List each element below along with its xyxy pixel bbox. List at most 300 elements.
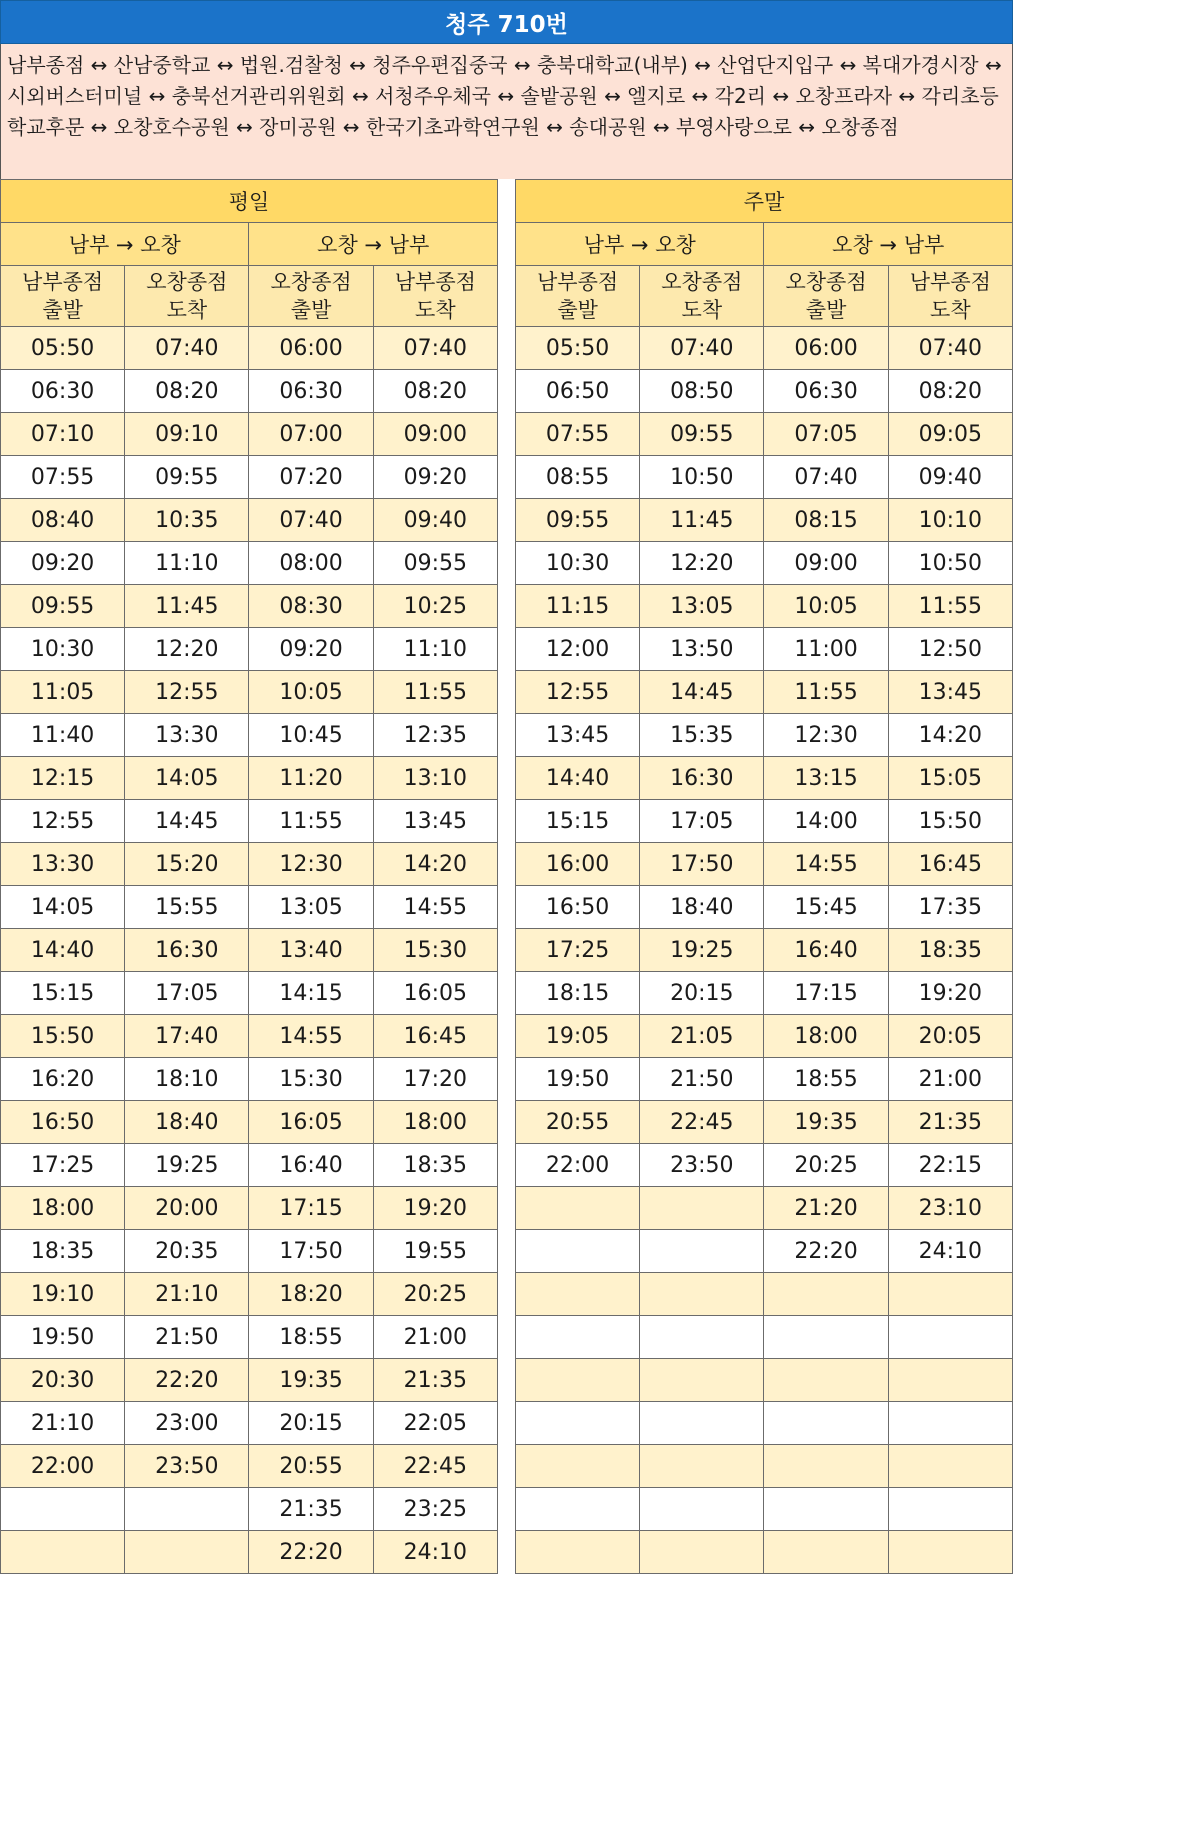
time-cell: 11:05: [1, 671, 125, 714]
time-cell: 18:00: [373, 1101, 497, 1144]
table-row: [1, 542, 1013, 585]
table-row: [1, 886, 1013, 929]
time-cell: 10:45: [249, 714, 373, 757]
column-gap: [497, 542, 515, 585]
time-cell: 19:25: [125, 1144, 249, 1187]
time-cell: 14:45: [125, 800, 249, 843]
time-cell: 09:05: [888, 413, 1012, 456]
column-gap: [497, 1015, 515, 1058]
time-cell: [125, 1488, 249, 1531]
time-cell: [515, 1488, 639, 1531]
time-cell: 09:55: [515, 499, 639, 542]
table-row: [1, 843, 1013, 886]
time-cell: [888, 1531, 1012, 1574]
time-cell: 06:00: [249, 327, 373, 370]
time-cell: 11:20: [249, 757, 373, 800]
column-gap: [497, 1144, 515, 1187]
column-gap: [497, 800, 515, 843]
time-cell: 18:00: [1, 1187, 125, 1230]
time-cell: 12:50: [888, 628, 1012, 671]
time-cell: 15:15: [515, 800, 639, 843]
table-row: [1, 1402, 1013, 1445]
time-cell: 08:40: [1, 499, 125, 542]
table-row: [1, 1187, 1013, 1230]
time-cell: 11:55: [888, 585, 1012, 628]
time-cell: 12:55: [1, 800, 125, 843]
time-cell: [515, 1359, 639, 1402]
time-cell: 19:20: [373, 1187, 497, 1230]
time-cell: 21:35: [888, 1101, 1012, 1144]
time-cell: 13:05: [640, 585, 764, 628]
time-cell: [640, 1402, 764, 1445]
time-cell: 14:55: [373, 886, 497, 929]
time-cell: 16:40: [764, 929, 888, 972]
table-row: [1, 1101, 1013, 1144]
time-cell: [640, 1273, 764, 1316]
column-gap: [497, 180, 515, 327]
time-cell: 09:20: [1, 542, 125, 585]
time-cell: 19:50: [1, 1316, 125, 1359]
column-gap: [497, 929, 515, 972]
time-cell: 18:40: [125, 1101, 249, 1144]
time-cell: 14:40: [515, 757, 639, 800]
time-cell: 10:05: [764, 585, 888, 628]
time-cell: 19:25: [640, 929, 764, 972]
time-cell: 19:35: [764, 1101, 888, 1144]
time-cell: 18:10: [125, 1058, 249, 1101]
column-header: 남부종점 도착: [888, 266, 1012, 327]
time-cell: 21:10: [125, 1273, 249, 1316]
time-cell: [640, 1230, 764, 1273]
time-cell: [888, 1359, 1012, 1402]
table-row: [1, 499, 1013, 542]
time-cell: 21:20: [764, 1187, 888, 1230]
time-cell: 15:50: [1, 1015, 125, 1058]
time-cell: 08:50: [640, 370, 764, 413]
time-cell: 18:40: [640, 886, 764, 929]
time-cell: 06:00: [764, 327, 888, 370]
time-cell: 12:30: [249, 843, 373, 886]
time-cell: [764, 1316, 888, 1359]
time-cell: 11:40: [1, 714, 125, 757]
time-cell: 08:15: [764, 499, 888, 542]
time-cell: 13:45: [515, 714, 639, 757]
time-cell: 07:00: [249, 413, 373, 456]
table-row: [1, 972, 1013, 1015]
time-cell: 15:05: [888, 757, 1012, 800]
time-cell: 14:20: [888, 714, 1012, 757]
time-cell: 08:20: [125, 370, 249, 413]
column-gap: [497, 1187, 515, 1230]
time-cell: 15:15: [1, 972, 125, 1015]
time-cell: 17:50: [249, 1230, 373, 1273]
time-cell: [888, 1316, 1012, 1359]
time-cell: 20:00: [125, 1187, 249, 1230]
time-cell: 13:05: [249, 886, 373, 929]
column-header: 오창종점 출발: [764, 266, 888, 327]
time-cell: 23:10: [888, 1187, 1012, 1230]
time-cell: 11:55: [373, 671, 497, 714]
time-cell: 21:50: [640, 1058, 764, 1101]
time-cell: 06:30: [1, 370, 125, 413]
table-row: [1, 929, 1013, 972]
time-cell: 14:40: [1, 929, 125, 972]
column-gap: [497, 1488, 515, 1531]
time-cell: [640, 1187, 764, 1230]
time-cell: 16:50: [1, 1101, 125, 1144]
time-cell: [764, 1359, 888, 1402]
time-cell: 08:20: [888, 370, 1012, 413]
time-cell: [515, 1531, 639, 1574]
time-cell: 20:15: [249, 1402, 373, 1445]
period-weekday: 평일: [1, 180, 498, 223]
column-gap: [497, 1531, 515, 1574]
time-cell: 19:20: [888, 972, 1012, 1015]
time-cell: 18:15: [515, 972, 639, 1015]
time-cell: 09:55: [1, 585, 125, 628]
time-cell: 18:35: [888, 929, 1012, 972]
time-cell: 17:15: [249, 1187, 373, 1230]
table-row: [1, 1015, 1013, 1058]
column-gap: [497, 413, 515, 456]
time-cell: [888, 1488, 1012, 1531]
time-cell: 20:55: [249, 1445, 373, 1488]
time-cell: 23:50: [125, 1445, 249, 1488]
column-gap: [497, 886, 515, 929]
time-cell: 05:50: [515, 327, 639, 370]
time-cell: 18:55: [249, 1316, 373, 1359]
time-cell: 14:20: [373, 843, 497, 886]
time-cell: 13:10: [373, 757, 497, 800]
table-row: [1, 1230, 1013, 1273]
time-cell: 13:40: [249, 929, 373, 972]
column-header: 오창종점 출발: [249, 266, 373, 327]
time-cell: 15:30: [249, 1058, 373, 1101]
time-cell: 09:40: [373, 499, 497, 542]
time-cell: 17:15: [764, 972, 888, 1015]
time-cell: 08:55: [515, 456, 639, 499]
time-cell: 15:30: [373, 929, 497, 972]
time-cell: 11:10: [373, 628, 497, 671]
time-cell: 07:40: [373, 327, 497, 370]
time-cell: 11:10: [125, 542, 249, 585]
time-cell: 11:15: [515, 585, 639, 628]
time-cell: [888, 1445, 1012, 1488]
time-cell: 17:40: [125, 1015, 249, 1058]
table-row: [1, 1359, 1013, 1402]
time-cell: 20:15: [640, 972, 764, 1015]
time-cell: 16:45: [888, 843, 1012, 886]
time-cell: 22:20: [125, 1359, 249, 1402]
time-cell: [640, 1445, 764, 1488]
time-cell: 18:35: [1, 1230, 125, 1273]
time-cell: 09:40: [888, 456, 1012, 499]
time-cell: 09:20: [373, 456, 497, 499]
time-cell: 07:20: [249, 456, 373, 499]
time-cell: [640, 1488, 764, 1531]
column-header: 오창종점 도착: [640, 266, 764, 327]
time-cell: 09:55: [373, 542, 497, 585]
time-cell: 06:30: [764, 370, 888, 413]
time-cell: 13:30: [1, 843, 125, 886]
column-header: 오창종점 도착: [125, 266, 249, 327]
time-cell: 21:00: [888, 1058, 1012, 1101]
time-cell: 20:30: [1, 1359, 125, 1402]
time-cell: 16:50: [515, 886, 639, 929]
time-cell: [764, 1445, 888, 1488]
time-cell: 06:30: [249, 370, 373, 413]
time-cell: [515, 1316, 639, 1359]
time-cell: [888, 1402, 1012, 1445]
time-cell: 20:25: [764, 1144, 888, 1187]
time-cell: 14:55: [249, 1015, 373, 1058]
column-gap: [497, 628, 515, 671]
time-cell: 24:10: [373, 1531, 497, 1574]
time-cell: 18:00: [764, 1015, 888, 1058]
time-cell: 11:55: [764, 671, 888, 714]
time-cell: 08:00: [249, 542, 373, 585]
route-description: 남부종점 ↔ 산남중학교 ↔ 법원.검찰청 ↔ 청주우편집중국 ↔ 충북대학교(내부) ↔ 산업단지입구 ↔ 복대가경시장 ↔ 시외버스터미널 ↔ 충북선거관리위원회 ↔ 서청주우체국 ↔ 솔밭공원 ↔ 엘지로 ↔ 각2리 ↔ 오창프라자 ↔ 각리초등학교후문 ↔ 오창호수공원 ↔ 장미공원 ↔ 한국기초과학연구원 ↔ 송대공원 ↔ 부영사랑으로 ↔ 오창종점: [0, 44, 1013, 179]
table-row: [1, 1488, 1013, 1531]
time-cell: 23:00: [125, 1402, 249, 1445]
table-row: [1, 413, 1013, 456]
time-cell: 09:10: [125, 413, 249, 456]
time-cell: [764, 1402, 888, 1445]
period-weekend: 주말: [515, 180, 1012, 223]
time-cell: 09:20: [249, 628, 373, 671]
time-cell: 14:05: [125, 757, 249, 800]
time-cell: [764, 1488, 888, 1531]
time-cell: 22:15: [888, 1144, 1012, 1187]
time-cell: 10:30: [515, 542, 639, 585]
time-cell: 17:25: [515, 929, 639, 972]
table-row: [1, 1058, 1013, 1101]
time-cell: 22:05: [373, 1402, 497, 1445]
time-cell: 16:05: [249, 1101, 373, 1144]
column-gap: [497, 1402, 515, 1445]
column-gap: [497, 1101, 515, 1144]
table-row: [1, 1445, 1013, 1488]
column-header: 남부종점 출발: [1, 266, 125, 327]
time-cell: 19:50: [515, 1058, 639, 1101]
time-cell: 19:05: [515, 1015, 639, 1058]
time-cell: 21:05: [640, 1015, 764, 1058]
column-gap: [497, 456, 515, 499]
time-cell: [515, 1187, 639, 1230]
time-cell: [515, 1402, 639, 1445]
column-header: 남부종점 도착: [373, 266, 497, 327]
time-cell: 12:30: [764, 714, 888, 757]
column-gap: [497, 499, 515, 542]
time-cell: 07:40: [125, 327, 249, 370]
time-cell: 16:30: [125, 929, 249, 972]
time-cell: 20:35: [125, 1230, 249, 1273]
time-cell: 17:35: [888, 886, 1012, 929]
time-cell: [515, 1230, 639, 1273]
time-cell: 14:00: [764, 800, 888, 843]
time-cell: 10:50: [640, 456, 764, 499]
column-gap: [497, 972, 515, 1015]
time-cell: 05:50: [1, 327, 125, 370]
time-cell: 10:10: [888, 499, 1012, 542]
time-cell: 21:10: [1, 1402, 125, 1445]
time-cell: 16:40: [249, 1144, 373, 1187]
time-cell: 22:00: [515, 1144, 639, 1187]
time-cell: 13:15: [764, 757, 888, 800]
direction-weekend-to-nambu: 오창 → 남부: [764, 223, 1013, 266]
time-cell: 16:05: [373, 972, 497, 1015]
time-cell: 09:55: [125, 456, 249, 499]
direction-weekend-to-ochang: 남부 → 오창: [515, 223, 763, 266]
time-cell: [640, 1316, 764, 1359]
table-row: [1, 671, 1013, 714]
time-cell: [640, 1359, 764, 1402]
time-cell: 21:35: [373, 1359, 497, 1402]
time-cell: 18:20: [249, 1273, 373, 1316]
column-gap: [497, 327, 515, 370]
column-gap: [497, 1058, 515, 1101]
time-cell: 15:20: [125, 843, 249, 886]
time-cell: 07:40: [888, 327, 1012, 370]
column-gap: [497, 757, 515, 800]
table-row: [1, 585, 1013, 628]
table-row: [1, 1144, 1013, 1187]
time-cell: [888, 1273, 1012, 1316]
time-cell: [764, 1531, 888, 1574]
time-cell: 20:25: [373, 1273, 497, 1316]
time-cell: 16:00: [515, 843, 639, 886]
time-cell: 07:40: [249, 499, 373, 542]
time-cell: 14:05: [1, 886, 125, 929]
column-gap: [497, 1316, 515, 1359]
time-cell: 13:45: [888, 671, 1012, 714]
time-cell: 16:45: [373, 1015, 497, 1058]
time-cell: 19:10: [1, 1273, 125, 1316]
time-cell: 14:55: [764, 843, 888, 886]
time-cell: 07:40: [764, 456, 888, 499]
time-cell: 15:35: [640, 714, 764, 757]
time-cell: 15:55: [125, 886, 249, 929]
time-cell: [640, 1531, 764, 1574]
time-cell: 12:20: [125, 628, 249, 671]
time-cell: 22:20: [764, 1230, 888, 1273]
time-cell: 12:55: [515, 671, 639, 714]
table-row: [1, 714, 1013, 757]
time-cell: 06:50: [515, 370, 639, 413]
time-cell: 07:05: [764, 413, 888, 456]
time-cell: [764, 1273, 888, 1316]
table-row: [1, 800, 1013, 843]
time-cell: 11:00: [764, 628, 888, 671]
time-cell: 07:10: [1, 413, 125, 456]
time-cell: 18:35: [373, 1144, 497, 1187]
time-cell: 20:05: [888, 1015, 1012, 1058]
page-title: 청주 710번: [0, 0, 1013, 44]
table-row: [1, 327, 1013, 370]
time-cell: 22:00: [1, 1445, 125, 1488]
column-gap: [497, 671, 515, 714]
time-cell: 09:00: [373, 413, 497, 456]
time-cell: 11:45: [640, 499, 764, 542]
column-gap: [497, 714, 515, 757]
time-cell: 10:30: [1, 628, 125, 671]
time-cell: 16:30: [640, 757, 764, 800]
time-cell: 12:15: [1, 757, 125, 800]
time-cell: 18:55: [764, 1058, 888, 1101]
time-cell: 23:50: [640, 1144, 764, 1187]
time-cell: [1, 1531, 125, 1574]
time-cell: 20:55: [515, 1101, 639, 1144]
time-cell: 19:55: [373, 1230, 497, 1273]
table-row: [1, 1531, 1013, 1574]
column-gap: [497, 1273, 515, 1316]
time-cell: 09:00: [764, 542, 888, 585]
table-row: [1, 757, 1013, 800]
table-row: [1, 456, 1013, 499]
time-cell: 10:35: [125, 499, 249, 542]
time-cell: 08:20: [373, 370, 497, 413]
time-cell: 13:30: [125, 714, 249, 757]
time-cell: 22:45: [373, 1445, 497, 1488]
time-cell: [515, 1445, 639, 1488]
time-cell: 10:05: [249, 671, 373, 714]
column-gap: [497, 843, 515, 886]
timetable-body: [1, 327, 1013, 1574]
time-cell: 12:20: [640, 542, 764, 585]
timetable: [0, 179, 1013, 1574]
time-cell: 17:25: [1, 1144, 125, 1187]
time-cell: [125, 1531, 249, 1574]
time-cell: 11:45: [125, 585, 249, 628]
time-cell: 22:20: [249, 1531, 373, 1574]
column-header: 남부종점 출발: [515, 266, 639, 327]
time-cell: 07:55: [515, 413, 639, 456]
time-cell: 09:55: [640, 413, 764, 456]
time-cell: 12:55: [125, 671, 249, 714]
time-cell: 14:15: [249, 972, 373, 1015]
time-cell: 21:00: [373, 1316, 497, 1359]
time-cell: 21:50: [125, 1316, 249, 1359]
time-cell: 17:50: [640, 843, 764, 886]
time-cell: 13:45: [373, 800, 497, 843]
table-row: [1, 1273, 1013, 1316]
time-cell: 07:55: [1, 456, 125, 499]
time-cell: [515, 1273, 639, 1316]
table-row: [1, 370, 1013, 413]
time-cell: 11:55: [249, 800, 373, 843]
time-cell: 07:40: [640, 327, 764, 370]
time-cell: 23:25: [373, 1488, 497, 1531]
time-cell: 21:35: [249, 1488, 373, 1531]
direction-weekday-to-ochang: 남부 → 오창: [1, 223, 249, 266]
time-cell: 10:25: [373, 585, 497, 628]
time-cell: 22:45: [640, 1101, 764, 1144]
time-cell: 14:45: [640, 671, 764, 714]
column-gap: [497, 1230, 515, 1273]
time-cell: 12:35: [373, 714, 497, 757]
time-cell: 17:05: [640, 800, 764, 843]
time-cell: 19:35: [249, 1359, 373, 1402]
time-cell: 16:20: [1, 1058, 125, 1101]
time-cell: 08:30: [249, 585, 373, 628]
time-cell: 12:00: [515, 628, 639, 671]
time-cell: 15:45: [764, 886, 888, 929]
direction-weekday-to-nambu: 오창 → 남부: [249, 223, 497, 266]
column-gap: [497, 585, 515, 628]
column-gap: [497, 370, 515, 413]
time-cell: 17:20: [373, 1058, 497, 1101]
time-cell: 15:50: [888, 800, 1012, 843]
